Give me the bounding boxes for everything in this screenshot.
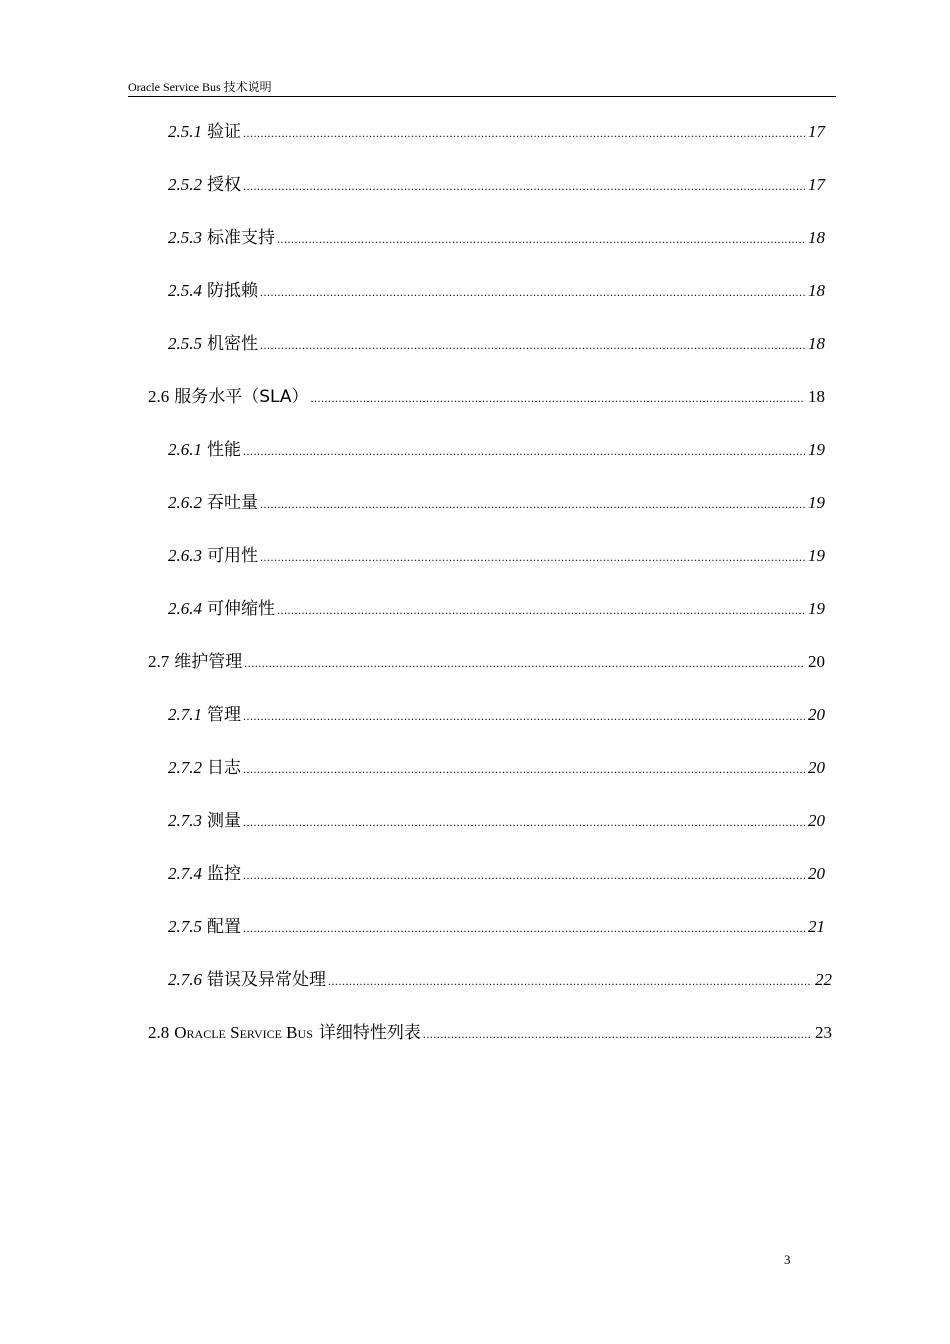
toc-entry-title: 性能 xyxy=(207,440,241,460)
toc-entry-number: 2.5.3 xyxy=(168,228,202,247)
toc-entry-number: 2.6.1 xyxy=(168,440,202,459)
toc-dot-leader xyxy=(243,439,805,463)
toc-entry-title: 维护管理 xyxy=(174,652,243,672)
toc-entry-title: 可伸缩性 xyxy=(207,599,275,619)
toc-dot-leader xyxy=(243,810,805,834)
toc-dot-leader xyxy=(260,280,805,304)
toc-entry-number: 2.7.1 xyxy=(168,705,202,724)
toc-entry-page: 19 xyxy=(808,599,825,618)
toc-entry[interactable] xyxy=(168,544,825,569)
toc-dot-leader xyxy=(243,916,805,940)
toc-entry-page: 19 xyxy=(808,493,825,512)
toc-entry[interactable] xyxy=(168,120,825,145)
toc-entry-page: 19 xyxy=(808,546,825,565)
toc-entry[interactable] xyxy=(168,756,825,781)
toc-dot-leader xyxy=(260,333,805,357)
toc-entry-number: 2.7.4 xyxy=(168,864,202,883)
toc-entry-page: 17 xyxy=(808,122,825,141)
toc-entry-number: 2.6.4 xyxy=(168,599,202,618)
toc-entry-title: 配置 xyxy=(207,917,241,937)
toc-dot-leader xyxy=(244,651,805,675)
toc-entry-number: 2.7.2 xyxy=(168,758,202,777)
toc-entry[interactable] xyxy=(168,968,832,993)
toc-dot-leader xyxy=(243,863,805,887)
toc-entry-page: 17 xyxy=(808,175,825,194)
toc-entry[interactable] xyxy=(168,597,825,622)
toc-entry-title: 验证 xyxy=(207,122,241,142)
toc-entry-page: 18 xyxy=(808,281,825,300)
toc-entry-title: 错误及异常处理 xyxy=(207,970,326,990)
toc-entry-page: 18 xyxy=(808,228,825,247)
toc-entry-number: 2.7 xyxy=(148,652,170,671)
toc-dot-leader xyxy=(328,969,812,993)
toc-entry-title: 管理 xyxy=(207,705,241,725)
toc-entry-page: 23 xyxy=(815,1023,832,1042)
toc-entry[interactable] xyxy=(168,279,825,304)
toc-entry-page: 20 xyxy=(808,864,825,883)
toc-entry-title-latin: Oracle Service Bus xyxy=(174,1023,313,1042)
page-number: 3 xyxy=(784,1252,791,1267)
toc-dot-leader xyxy=(243,174,805,198)
toc-entry-title: 可用性 xyxy=(207,546,258,566)
toc-dot-leader xyxy=(311,386,805,410)
toc-entry-page: 22 xyxy=(815,970,832,989)
toc-entry-number: 2.8 xyxy=(148,1023,170,1042)
toc-entry[interactable] xyxy=(168,703,825,728)
running-header xyxy=(128,78,836,97)
toc-entry-number: 2.6.2 xyxy=(168,493,202,512)
toc-entry[interactable] xyxy=(168,332,825,357)
toc-entry-number: 2.5.2 xyxy=(168,175,202,194)
toc-entry-title: 测量 xyxy=(207,811,241,831)
toc-entry-page: 18 xyxy=(808,334,825,353)
toc-entry-page: 21 xyxy=(808,917,825,936)
toc-entry-title: 授权 xyxy=(207,175,241,195)
toc-entry-number: 2.7.6 xyxy=(168,970,202,989)
toc-entry-number: 2.7.5 xyxy=(168,917,202,936)
toc-entry[interactable] xyxy=(168,491,825,516)
toc-entry-page: 20 xyxy=(808,758,825,777)
toc-entry[interactable] xyxy=(168,173,825,198)
toc-dot-leader xyxy=(260,545,805,569)
toc-entry-number: 2.7.3 xyxy=(168,811,202,830)
toc-dot-leader xyxy=(277,598,805,622)
toc-entry-number: 2.5.1 xyxy=(168,122,202,141)
toc-entry-page: 19 xyxy=(808,440,825,459)
toc-entry[interactable] xyxy=(168,862,825,887)
toc-entry-page: 18 xyxy=(808,387,825,406)
toc-entry-number: 2.5.5 xyxy=(168,334,202,353)
toc-entry-number: 2.6 xyxy=(148,387,170,406)
toc-dot-leader xyxy=(243,121,805,145)
toc-entry-number: 2.6.3 xyxy=(168,546,202,565)
toc-entry-page: 20 xyxy=(808,652,825,671)
toc-dot-leader xyxy=(277,227,805,251)
header-title: Oracle Service Bus 技术说明 xyxy=(128,80,272,94)
toc-entry-title: 机密性 xyxy=(207,334,258,354)
toc-entry[interactable] xyxy=(148,650,825,675)
toc-entry-page: 20 xyxy=(808,705,825,724)
toc-entry-page: 20 xyxy=(808,811,825,830)
toc-entry-title: 日志 xyxy=(207,758,241,778)
toc-entry-title: 防抵赖 xyxy=(207,281,258,301)
toc-entry-number: 2.5.4 xyxy=(168,281,202,300)
toc-dot-leader xyxy=(243,704,805,728)
toc-entry[interactable] xyxy=(168,226,825,251)
toc-entry[interactable] xyxy=(168,809,825,834)
toc-entry[interactable] xyxy=(168,438,825,463)
toc-entry-title: 吞吐量 xyxy=(207,493,258,513)
toc-entry[interactable] xyxy=(148,1021,832,1046)
toc-entry[interactable] xyxy=(148,385,825,410)
toc-dot-leader xyxy=(260,492,805,516)
toc-dot-leader xyxy=(243,757,805,781)
toc-entry-title: 监控 xyxy=(207,864,241,884)
toc-entry-title: 详细特性列表 xyxy=(318,1023,421,1043)
toc-dot-leader xyxy=(423,1022,812,1046)
toc-entry-title: 服务水平（SLA） xyxy=(174,387,309,407)
toc-entry[interactable] xyxy=(168,915,825,940)
toc-entry-title: 标准支持 xyxy=(207,228,275,248)
